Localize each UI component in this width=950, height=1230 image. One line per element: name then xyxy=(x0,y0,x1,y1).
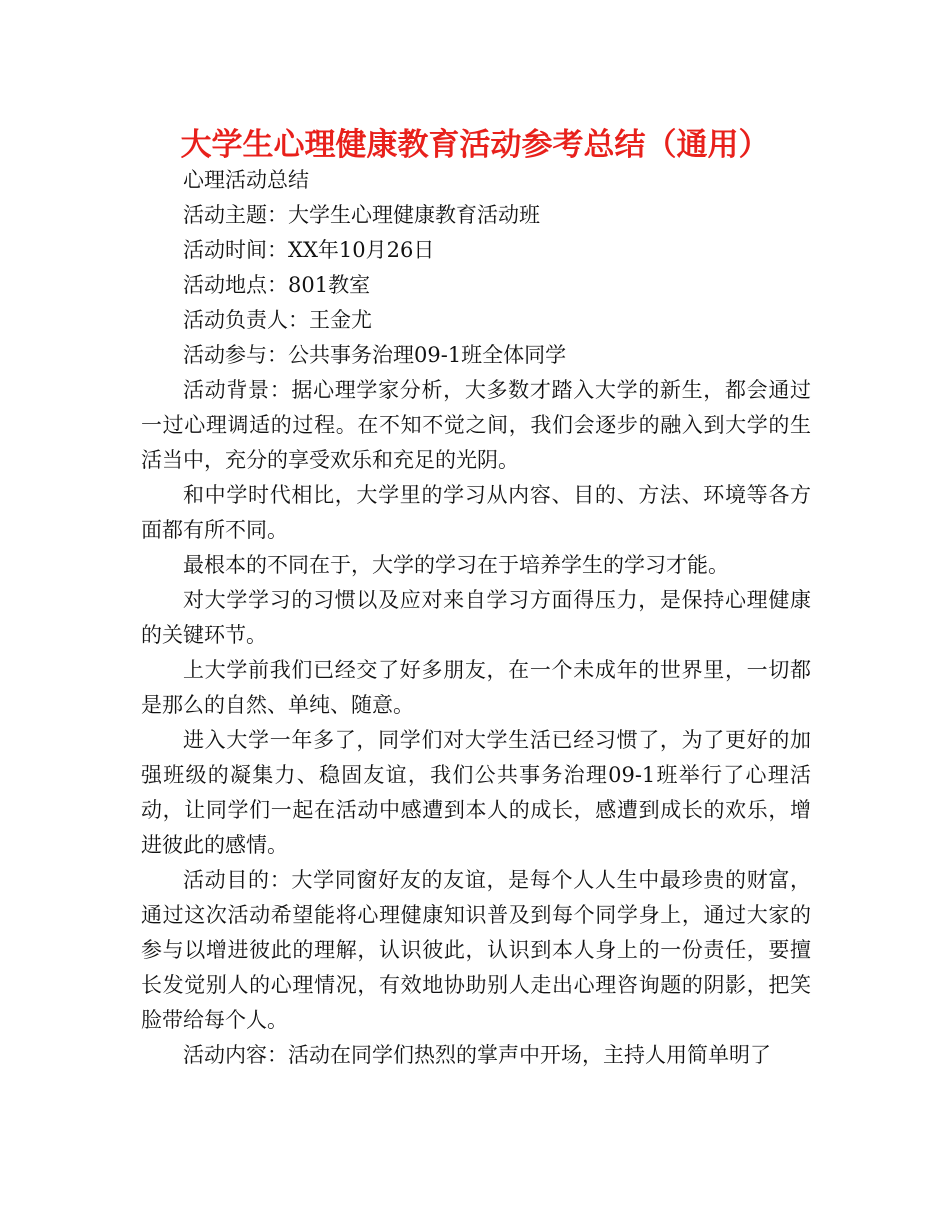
paragraph: 上大学前我们已经交了好多朋友，在一个未成年的世界里，一切都是那么的自然、单纯、随意。 xyxy=(141,658,811,717)
paragraph: 活动负责人：王金尤 xyxy=(183,308,372,332)
paragraph: 活动目的：大学同窗好友的友谊，是每个人人生中最珍贵的财富，通过这次活动希望能将心理健康知识普及到每个同学身上，通过大家的参与以增进彼此的理解，认识彼此，认识到本人身上的一份责任，要擅长发觉别人的心理情况，有效地协助别人走出心理咨询题的阴影，把笑脸带给每个人。 xyxy=(141,868,811,1032)
paragraph: 活动时间：XX年10月26日 xyxy=(183,238,435,262)
paragraph: 活动主题：大学生心理健康教育活动班 xyxy=(183,203,540,227)
paragraph: 活动内容：活动在同学们热烈的掌声中开场，主持人用简单明了 xyxy=(183,1043,771,1067)
paragraph: 活动地点：801教室 xyxy=(183,273,371,297)
paragraph: 心理活动总结 xyxy=(183,168,309,192)
paragraph: 活动参与：公共事务治理09-1班全体同学 xyxy=(183,343,567,367)
paragraph: 对大学学习的习惯以及应对来自学习方面得压力，是保持心理健康的关键环节。 xyxy=(141,588,811,647)
document-body xyxy=(141,163,811,1073)
paragraph: 活动背景：据心理学家分析，大多数才踏入大学的新生，都会通过一过心理调适的过程。在不知不觉之间，我们会逐步的融入到大学的生活当中，充分的享受欢乐和充足的光阴。 xyxy=(141,378,811,472)
document-title: 大学生心理健康教育活动参考总结（通用） xyxy=(180,127,770,163)
paragraph: 最根本的不同在于，大学的学习在于培养学生的学习才能。 xyxy=(183,553,729,577)
paragraph: 和中学时代相比，大学里的学习从内容、目的、方法、环境等各方面都有所不同。 xyxy=(141,483,811,542)
paragraph: 进入大学一年多了，同学们对大学生活已经习惯了，为了更好的加强班级的凝集力、稳固友谊，我们公共事务治理09-1班举行了心理活动，让同学们一起在活动中感遭到本人的成长，感遭到成长的欢乐，增进彼此的感情。 xyxy=(141,728,811,857)
